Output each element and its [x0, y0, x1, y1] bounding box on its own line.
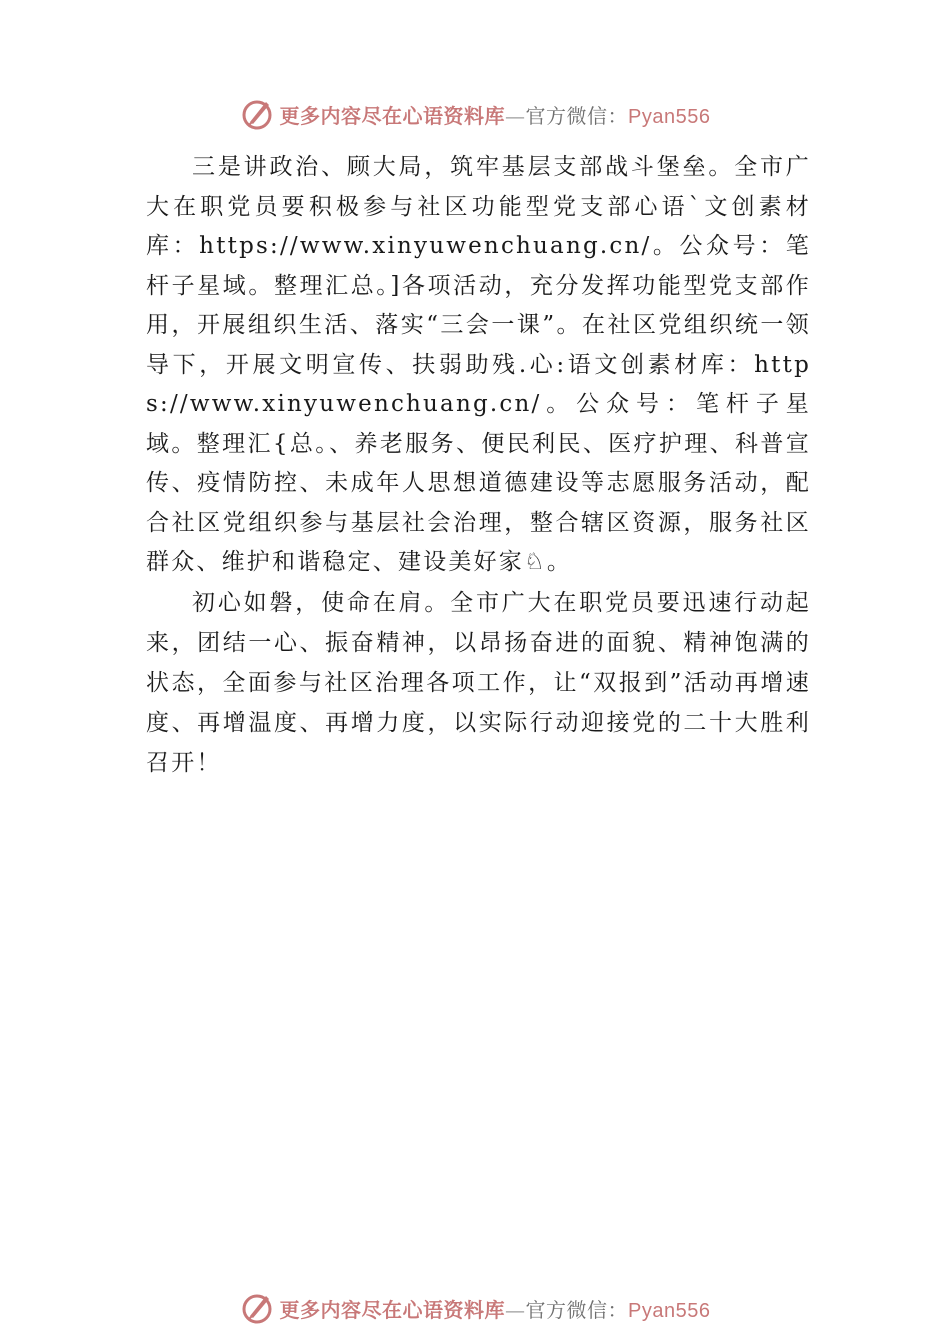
header-separator: —: [505, 103, 526, 128]
document-body: [146, 148, 811, 783]
footer-brand-text: 更多内容尽在心语资料库: [279, 1297, 506, 1322]
footer-wechat-id: Pyan556: [628, 1299, 711, 1322]
header-wechat-label: 官方微信：: [525, 103, 629, 128]
header-banner: [0, 94, 950, 134]
quill-logo-icon: [240, 96, 276, 132]
footer-wechat-label: 官方微信：: [525, 1297, 629, 1322]
paragraph-2: 初心如磐，使命在肩。全市广大在职党员要迅速行动起来，团结一心、振奋精神，以昂扬奋进的面貌、精神饱满的状态，全面参与社区治理各项工作，让“双报到”活动再增速度、再增温度、再增力度，以实际行动迎接党的二十大胜利召开！: [146, 589, 811, 776]
footer-text: [280, 1294, 711, 1323]
footer-separator: —: [505, 1297, 526, 1322]
header-text: [280, 100, 711, 129]
header-brand-text: 更多内容尽在心语资料库: [279, 103, 506, 128]
quill-logo-icon: [240, 1290, 276, 1326]
header-wechat-id: Pyan556: [628, 105, 711, 128]
paragraph-1: 三是讲政治、顾大局，筑牢基层支部战斗堡垒。全市广大在职党员要积极参与社区功能型党支部心语`文创素材库：https://www.xinyuwenchuang.cn/。公众号：笔杆子星域。整理汇总。]各项活动，充分发挥功能型党支部作用，开展组织生活、落实“三会一课”。在社区党组织统一领导下，开展文明宣传、扶弱助残.心:语文创素材库：https://www.xinyuwenchuang.cn/。公众号：笔杆子星域。整理汇{总。、养老服务、便民利民、医疗护理、科普宣传、疫情防控、未成年人思想道德建设等志愿服务活动，配合社区党组织参与基层社会治理，整合辖区资源，服务社区群众、维护和谐稳定、建设美好家♘。: [146, 154, 811, 575]
footer-banner: [0, 1288, 950, 1328]
